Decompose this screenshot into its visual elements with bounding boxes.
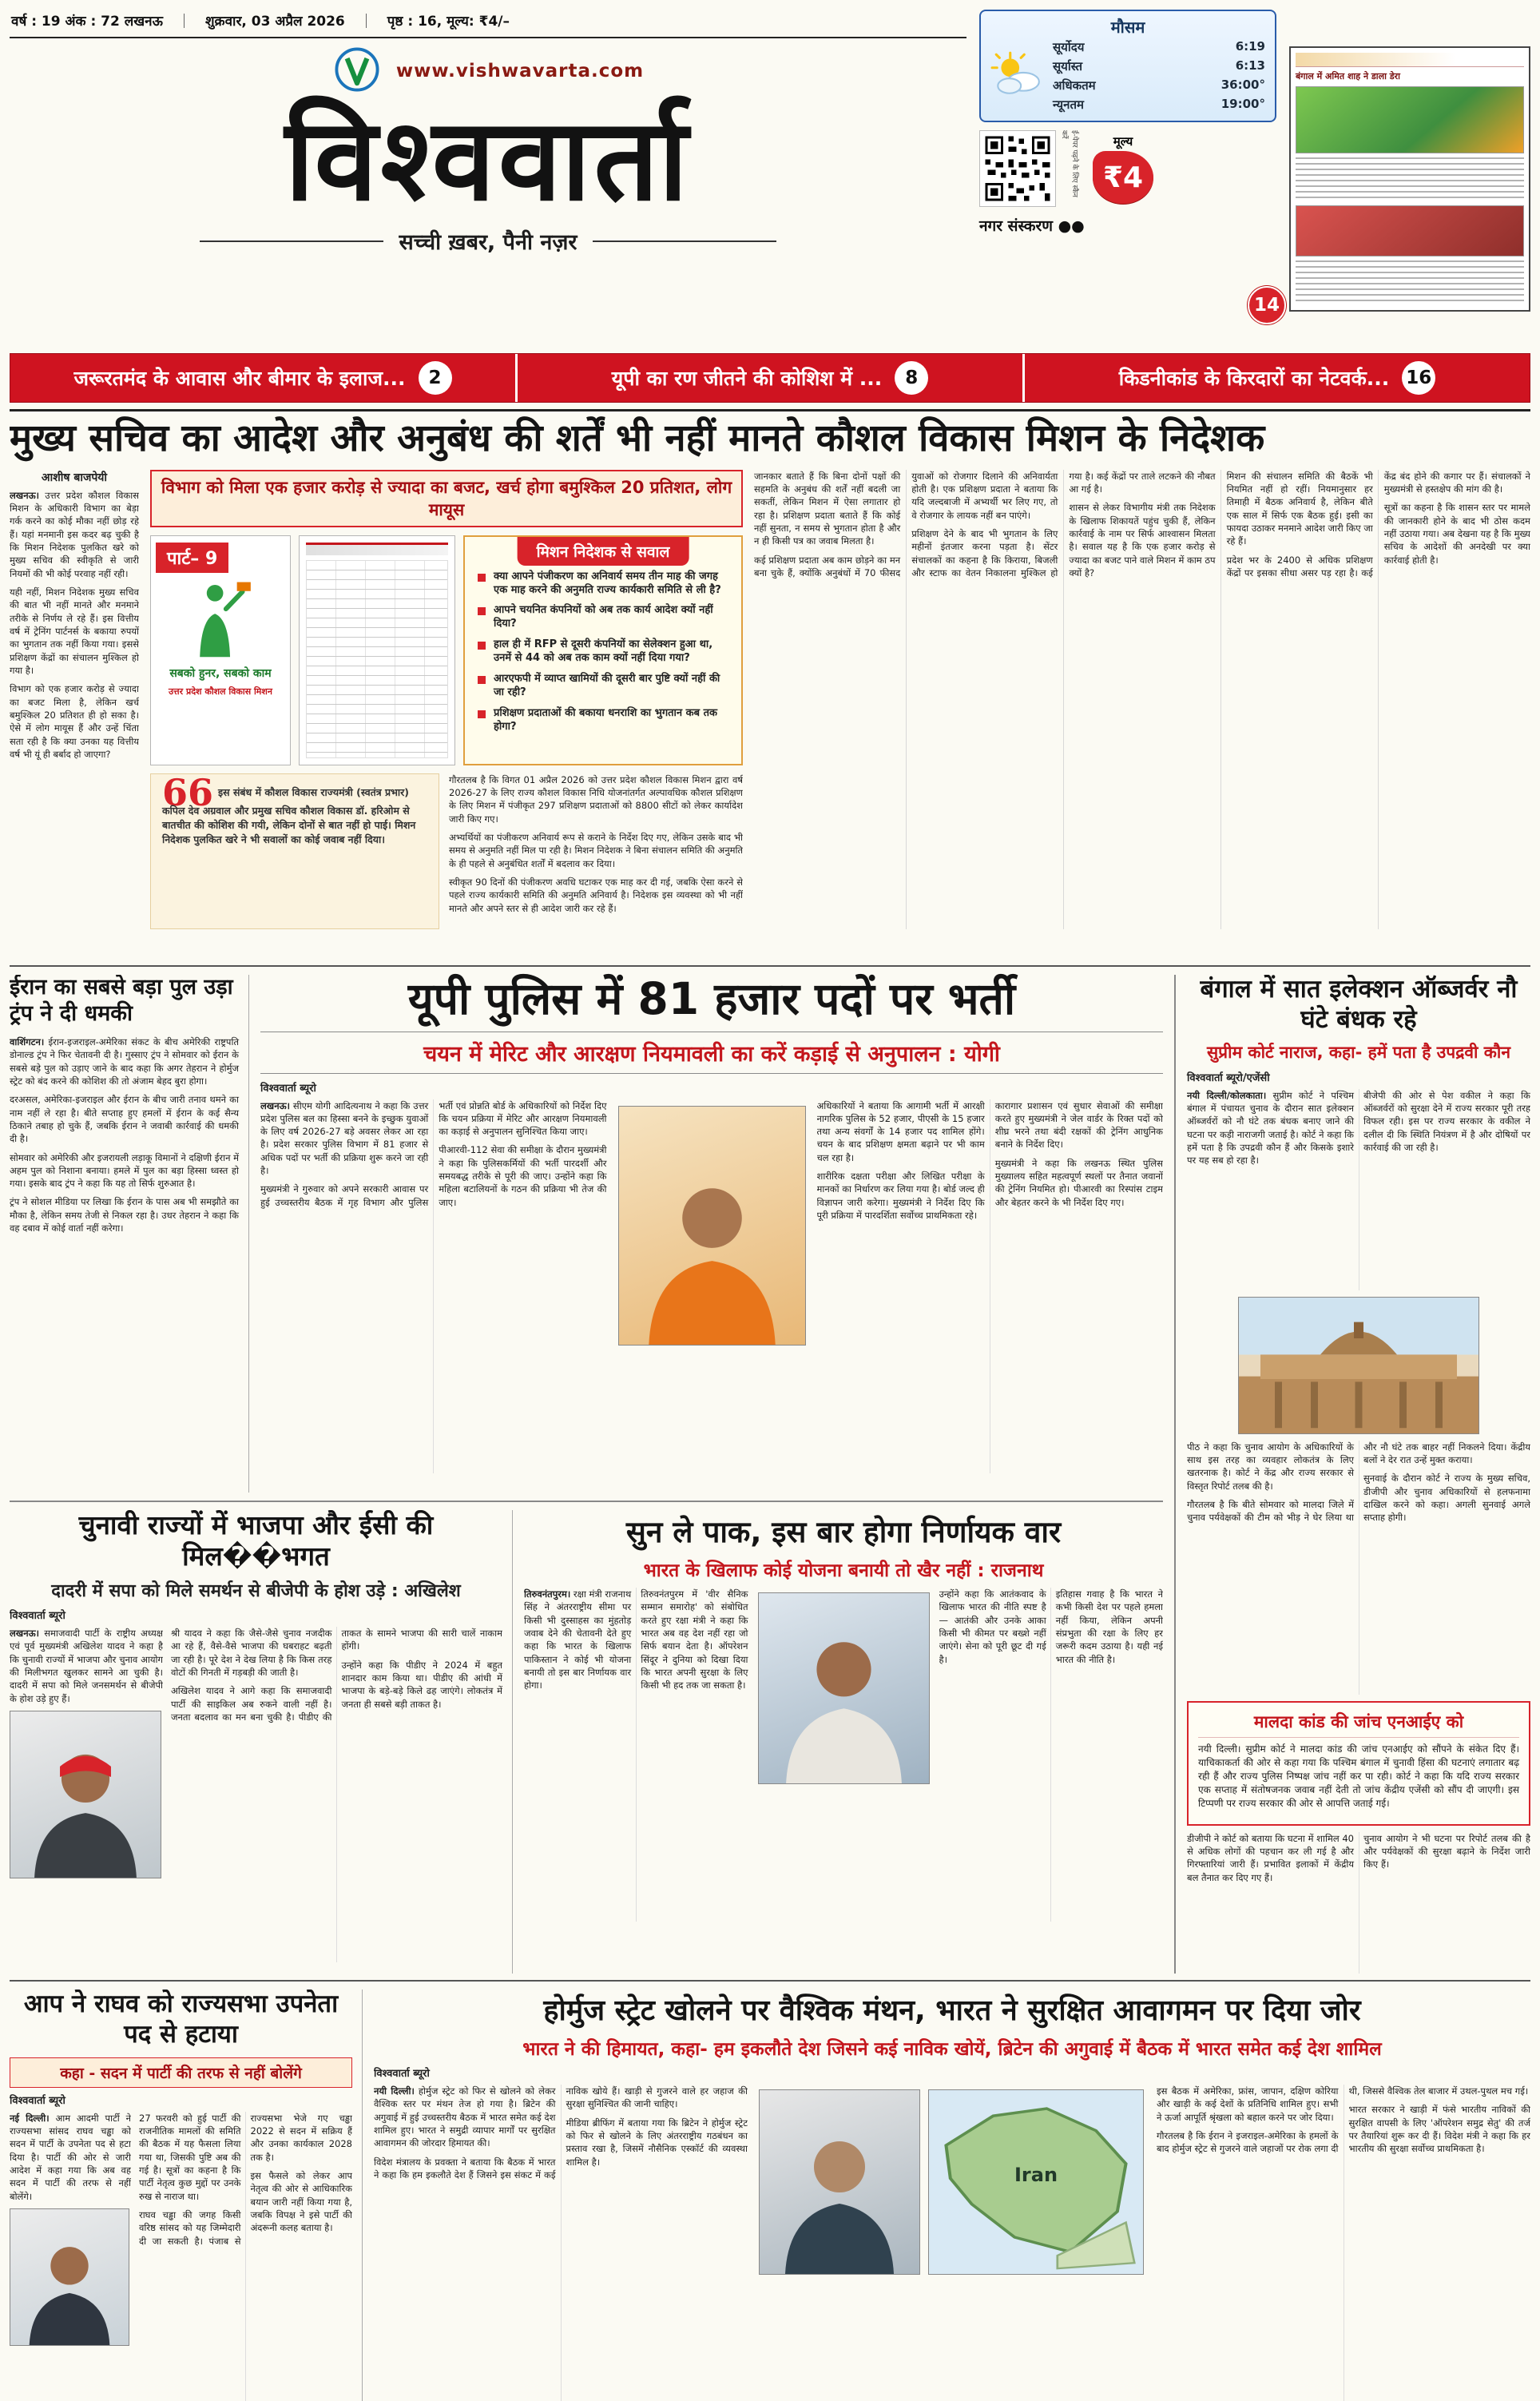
table-header-graphic (306, 543, 448, 555)
body-paragraph: प्रदेश भर के 2400 से अधिक प्रशिक्षण केंद्रों पर इसका सीधा असर पड़ रहा है। कई केंद्र बंद होने की कगार पर हैं। संचालकों ने मुख्यमंत्री से हस्तक्षेप की मांग की है। (1226, 470, 1530, 578)
preview-headline: बंगाल में अमित शाह ने डाला डेरा (1296, 71, 1400, 81)
body-paragraph: विभाग को एक हजार करोड़ से ज्यादा का बजट मिला है, लेकिन खर्च बमुश्किल 20 प्रतिशत ही हो सका है। ऐसे में लोग मायूस हैं और उन्हें चिंता सता रही है कि क्या उनका यह वित्तीय वर्ष भी यूं ही बर्बाद हो जाएगा? (10, 683, 139, 760)
teaser-item (518, 354, 1025, 402)
divider (200, 240, 383, 242)
body-paragraph: अभ्यर्थियों का पंजीकरण अनिवार्य रूप से कराने के निर्देश दिए गए, लेकिन उसके बाद भी समय से अनुमति नहीं मिल पा रही है। मिशन निदेशक ने बिना संचालन समिति की अनुमति के ही पहले से अनुबंधित शर्तों में बदलाव कर दिया। (449, 831, 743, 869)
mid-section (10, 965, 1530, 1974)
rajnath-text-columns (939, 1588, 1164, 1922)
edition-date: शुक्रवार, 03 अप्रैल 2026 (204, 14, 345, 30)
body-paragraph: मीडिया ब्रीफिंग में बताया गया कि ब्रिटेन ने होर्मुज स्ट्रेट को फिर से खोलने के लिए अंतरराष्ट्रीय गठबंधन का प्रस्ताव रखा है, जिसमें नौसैनिक एस्कॉर्ट की व्यवस्था शामिल है। (566, 2117, 748, 2168)
question-item: प्रशिक्षण प्रदाताओं की बकाया धनराशि का भुगतान कब तक होगा? (476, 707, 730, 734)
iran-map-image (928, 2089, 1144, 2275)
question-item: आरएफपी में व्याप्त खामियों की दूसरी बार पुष्टि क्यों नहीं की जा रही? (476, 673, 730, 700)
byline: विश्ववार्ता ब्यूरो (260, 1082, 316, 1095)
raghav-chadha-photo (10, 2208, 129, 2346)
paragraph-text: सीएम योगी आदित्यनाथ ने कहा कि उत्तर प्रदेश पुलिस बल का हिस्सा बनने के इच्छुक युवाओं के लिए वर्ष 2026-27 बड़े अवसर लेकर आ रहा है। प्रदेश सरकार पुलिस विभाग में 81 हजार से अधिक पदों पर भर्ती की प्रक्रिया शुरू करने जा रही है। (260, 1099, 429, 1177)
byline: विश्ववार्ता ब्यूरो/एजेंसी (1187, 1071, 1270, 1084)
sun-cloud-icon (990, 51, 1043, 101)
weather-title: मौसम (1110, 18, 1145, 37)
weather-box (979, 10, 1276, 122)
weather-row (1053, 57, 1265, 76)
divider (184, 14, 185, 28)
questions-box (463, 535, 743, 765)
body-paragraph: स्वीकृत 90 दिनों की पंजीकरण अवधि घटाकर एक माह कर दी गई, जबकि ऐसा करने से पहले राज्य कार्यकारी समिति की अनुमति अनिवार्य है। निदेशक इस व्यवस्था को भी नहीं मानते और अपने स्तर से ही आदेश जारी कर रहे हैं। (449, 876, 743, 914)
iran-headline: ईरान का सबसे बड़ा पुल उड़ा ट्रंप ने दी धमकी (10, 975, 233, 1026)
qr-price-row (979, 130, 1276, 207)
body-paragraph: शारीरिक दक्षता परीक्षा और लिखित परीक्षा के मानकों का निर्धारण कर लिया गया है। बोर्ड जल्द ही विज्ञापन जारी करेगा। मुख्यमंत्री ने निर्देश दिए कि पूरी प्रक्रिया में पारदर्शिता सर्वोच्च प्राथमिकता रहे। (816, 1171, 985, 1222)
teaser-item (10, 354, 518, 402)
body-paragraph (524, 1588, 631, 1692)
weather-value: 6:13 (1235, 58, 1265, 73)
qr-caption: ई-पेपर पढ़ने के लिए स्कैन करें (1060, 130, 1078, 197)
body-paragraph: पीआरवी-112 सेवा की समीक्षा के दौरान मुख्यमंत्री ने कहा कि पुलिसकर्मियों की भर्ती पारदर्शी और समयबद्ध तरीके से पूरी की जाए। उन्होंने कहा कि महिला बटालियनों के गठन की प्रक्रिया भी तेज की जाए। (439, 1144, 607, 1208)
body-paragraph: इस बैठक में अमेरिका, फ्रांस, जापान, दक्षिण कोरिया और खाड़ी के कई देशों के प्रतिनिधि शामिल हुए। सभी ने ऊर्जा आपूर्ति श्रृंखला को बहाल करने पर जोर दिया। (1157, 2085, 1339, 2123)
raghav-headline: आप ने राघव को राज्यसभा उपनेता पद से हटाया (23, 1990, 339, 2049)
dateline: नयी दिल्ली। (374, 2085, 415, 2097)
paragraph-text: आम आदमी पार्टी ने राज्यसभा सांसद राघव चड्ढा को सदन में पार्टी के उपनेता पद से हटा दिया है। पार्टी की ओर से जारी आदेश में कहा गया कि अब वह सदन में पार्टी की तरफ से नहीं बोलेंगे। (10, 2112, 131, 2202)
dateline: लखनऊ। (10, 489, 39, 501)
iran-bridge-story (10, 975, 249, 1493)
paragraph-text: उत्तर प्रदेश कौशल विकास मिशन के अधिकारी विभाग का बेड़ा गर्क करने का कोई मौका नहीं छोड़ रहे हैं। यहां मनमानी इस कदर बढ़ चुकी है कि मिशन निदेशक पुलकित खरे को मुख्य सचिव की स्वीकृति से जारी नियमों की भी कोई परवाह नहीं रही। (10, 489, 139, 579)
newspaper-title: विश्ववार्ता (284, 94, 692, 226)
weather-label: अधिकतम (1053, 78, 1096, 93)
rajnath-text-columns (524, 1588, 748, 1922)
divider (593, 240, 776, 242)
bengal-observers-story (1174, 975, 1530, 1974)
price-value: ₹4 (1093, 151, 1153, 204)
body-paragraph: विदेश मंत्रालय के प्रवक्ता ने बताया कि बैठक में भारत ने कहा कि हम इकलौते देश हैं जिसने इस संकट में कई नाविक खोये हैं। खाड़ी से गुजरने वाले हर जहाज की सुरक्षा सुनिश्चित की जानी चाहिए। (374, 2085, 748, 2180)
body-paragraph: सुनवाई के दौरान कोर्ट ने राज्य के मुख्य सचिव, डीजीपी और चुनाव अधिकारियों से हलफनामा दाखिल करने को कहा। अगली सुनवाई अगले सप्ताह होगी। (1363, 1473, 1530, 1524)
byline: विश्ववार्ता ब्यूरो (374, 2068, 430, 2080)
mission-name: उत्तर प्रदेश कौशल विकास मिशन (169, 686, 272, 697)
body-paragraph: शासन से लेकर विभागीय मंत्री तक निदेशक के खिलाफ शिकायतें पहुंच चुकी हैं, लेकिन कार्रवाई के नाम पर सिर्फ आश्वासन मिलता है। सवाल यह है कि एक हजार करोड़ से ज्यादा का बजट पाने वाले मिशन में काम ठप क्यों है? (1069, 502, 1216, 578)
newspaper-logo-area (10, 38, 966, 256)
masthead (10, 6, 1530, 348)
teaser-page-number: 2 (419, 361, 452, 395)
skill-mission-mascot-icon (186, 578, 255, 661)
bottom-section (10, 1980, 1530, 2401)
akhilesh-left-column (10, 1627, 163, 1962)
paragraph-text: ईरान-इजराइल-अमेरिका संकट के बीच अमेरिकी राष्ट्रपति डोनाल्ड ट्रंप ने फिर चेतावनी दी है। गुस्साए ट्रंप ने सोमवार को ईरान के सबसे बड़े पुल को उड़ाए जाने के बाद कहा कि अगर तेहरान ने होर्मुज स्ट्रेट को बंद करने की कोशिश की तो अंजाम बेहद बुरा होगा। (10, 1036, 240, 1087)
body-paragraph: ट्रंप ने सोशल मीडिया पर लिखा कि ईरान के पास अब भी समझौते का मौका है, लेकिन समय तेजी से निकल रहा है। उधर तेहरान ने कहा कि वह दबाव में कोई वार्ता नहीं करेगा। (10, 1196, 239, 1234)
weather-label: सूर्योदय (1053, 40, 1085, 54)
hormuz-text-columns (374, 2085, 748, 2401)
body-paragraph: अखिलेश यादव ने आगे कहा कि समाजवादी पार्टी की साइकिल अब रुकने वाली नहीं है। जनता बदलाव का मन बना चुकी है। पीडीए की ताकत के सामने भाजपा की सारी चालें नाकाम होंगी। (171, 1627, 502, 1723)
body-paragraph (10, 1036, 239, 1087)
dateline: लखनऊ। (260, 1099, 290, 1111)
questions-box-title: मिशन निदेशक से सवाल (518, 537, 689, 566)
bengal-text-columns (1187, 1089, 1530, 1290)
teaser-item (1025, 354, 1530, 402)
raghav-chadha-story (10, 1990, 363, 2401)
inside-page-thumbnail (1289, 46, 1530, 312)
paragraph-text: सुप्रीम कोर्ट ने पश्चिम बंगाल में पंचायत चुनाव के दौरान सात इलेक्शन ऑब्जर्वरों को नौ घंटे तक बंधक बनाए जाने की घटना पर कड़ी नाराजगी जताई है। कोर्ट ने कहा कि हमें पता है कि उपद्रवी कौन हैं और किसके इशारे पर यह सब हो रहा है। (1187, 1089, 1354, 1167)
body-paragraph: दरअसल, अमेरिका-इजराइल और ईरान के बीच जारी तनाव थमने का नाम नहीं ले रहा है। बीते सप्ताह हुए हमलों में ईरान के कई सैन्य ठिकाने तबाह हो चुके हैं, जबकि ईरान ने जवाबी कार्रवाई की धमकी दी है। (10, 1094, 239, 1145)
weather-row (1053, 95, 1265, 114)
raghav-text-columns (139, 2112, 352, 2401)
preview-text-lines (1296, 157, 1524, 202)
lead-headline: मुख्य सचिव का आदेश और अनुबंध की शर्तें भी नहीं मानते कौशल विकास मिशन के निदेशक (10, 416, 1265, 460)
table-rows-graphic (306, 560, 448, 758)
body-paragraph: प्रशिक्षण देने के बाद भी भुगतान के लिए महीनों इंतजार करना पड़ता है। सेंटर संचालकों का कहना है कि किराया, बिजली और स्टाफ का वेतन निकालना मुश्किल हो गया है। कई केंद्रों पर ताले लटकने की नौबत आ गई है। (911, 470, 1216, 578)
body-paragraph (10, 2112, 131, 2203)
part-label: पार्ट– 9 (156, 543, 228, 573)
body-paragraph: यही नहीं, मिशन निदेशक मुख्य सचिव की बात भी नहीं मानते और मनमाने तरीके से निर्णय ले रहे हैं। इस वित्तीय वर्ष में ट्रेनिंग पार्टनर्स के बकाया रुपयों का भुगतान तक नहीं किया गया। इससे प्रशिक्षण केंद्रों का संचालन मुश्किल हो गया है। (10, 586, 139, 676)
akhilesh-text-columns (171, 1627, 502, 1962)
body-paragraph: सोमवार को अमेरिकी और इजरायली लड़ाकू विमानों ने दक्षिणी ईरान में अहम पुल को निशाना बनाया। हमले में पुल का बड़ा हिस्सा ध्वस्त हो गया। इसके बाद ट्रंप ने कहा कि यह तो सिर्फ शुरुआत है। (10, 1151, 239, 1190)
part9-graphic (150, 535, 291, 765)
edition-volume-issue: वर्ष : 19 अंक : 72 लखनऊ (11, 14, 163, 30)
body-paragraph: मिशन की संचालन समिति की बैठकें भी नियमित नहीं हो रहीं। नियमानुसार हर तिमाही में बैठक अनिवार्य है, लेकिन बीते एक साल में सिर्फ एक बैठक हुई। इसी का फायदा उठाकर मनमाने आदेश जारी किए जा रहे हैं। (1226, 470, 1373, 547)
front-page-teasers (10, 353, 1530, 403)
edition-pages-price: पृष्ठ : 16, मूल्य: ₹4/– (387, 14, 510, 30)
masthead-left (10, 6, 966, 348)
byline: विश्ववार्ता ब्यूरो (10, 1609, 65, 1622)
hormuz-strait-story (374, 1990, 1530, 2401)
mission-slogan: सबको हुनर, सबको काम (169, 666, 272, 680)
dateline: तिरुवनंतपुरम। (524, 1588, 571, 1600)
rajnath-singh-photo (758, 1592, 930, 1784)
edition-info-bar (10, 6, 966, 38)
dateline: वाशिंगटन। (10, 1036, 45, 1047)
akhilesh-subheadline: दादरी में सपा को मिले समर्थन से बीजेपी के होश उड़े : अखिलेश (51, 1580, 461, 1601)
edition-name: नगर संस्करण ●● (979, 217, 1085, 235)
yogi-adityanath-photo (618, 1106, 806, 1346)
byline: विश्ववार्ता ब्यूरो (10, 2094, 65, 2107)
raghav-left-column (10, 2112, 131, 2401)
dateline: लखनऊ। (10, 1627, 39, 1639)
police-headline: यूपी पुलिस में 81 हजार पदों पर भर्ती (407, 973, 1016, 1024)
lead-middle-column (150, 470, 743, 929)
rajnath-headline: सुन ले पाक, इस बार होगा निर्णायक वार (625, 1515, 1062, 1549)
body-paragraph: तिरुवनंतपुरम में 'वीर सैनिक सम्मान समारोह' को संबोधित करते हुए रक्षा मंत्री ने कहा कि भारत अब वह देश नहीं रहा जो सिर्फ बयान देता है। ऑपरेशन सिंदूर ने दुनिया को दिखा दिया कि भारत अपनी सुरक्षा के लिए किसी भी हद तक जा सकता है। (641, 1588, 748, 1691)
official-speaker-photo (759, 2089, 920, 2275)
malda-box-title: मालदा कांड की जांच एनआईए को (1198, 1711, 1519, 1738)
divider (366, 14, 367, 28)
paragraph-text: समाजवादी पार्टी के राष्ट्रीय अध्यक्ष एवं पूर्व मुख्यमंत्री अखिलेश यादव ने कहा है कि चुनावी राज्यों में भाजपा और चुनाव आयोग की मिलीभगत खुलकर सामने आ चुकी है। दादरी में सपा को मिले जनसमर्थन से बीजेपी के होश उड़े हुए हैं। (10, 1627, 163, 1704)
body-paragraph: गौरतलब है कि बीते सोमवार को मालदा जिले में चुनाव पर्यवेक्षकों की टीम को भीड़ ने घेर लिया था और नौ घंटे तक बाहर नहीं निकलने दिया। केंद्रीय बलों ने देर रात उन्हें मुक्त कराया। (1187, 1441, 1530, 1524)
supreme-court-photo (1238, 1297, 1479, 1434)
body-paragraph: गौरतलब है कि ईरान ने इजराइल-अमेरिका के हमलों के बाद होर्मुज स्ट्रेट से गुजरने वाले जहाजों पर रोक लगा दी थी, जिससे वैश्विक तेल बाजार में उथल-पुथल मच गई। (1157, 2085, 1529, 2155)
rajnath-subheadline: भारत के खिलाफ कोई योजना बनायी तो खैर नहीं : राजनाथ (643, 1560, 1044, 1581)
akhilesh-headline: चुनावी राज्यों में भाजपा और ईसी की मिल��भगत (78, 1510, 434, 1572)
body-paragraph (10, 489, 139, 580)
lead-subheadline: विभाग को मिला एक हजार करोड़ से ज्यादा का बजट, खर्च होगा बमुश्किल 20 प्रतिशत, लोग मायूस (150, 470, 743, 527)
quote-box (150, 773, 439, 929)
question-item: क्या आपने पंजीकरण का अनिवार्य समय तीन माह की जगह एक माह करने की अनुमति राज्य कार्यकारी समिति से ली है? (476, 570, 730, 598)
body-paragraph: चुनाव आयोग ने भी घटना पर रिपोर्ट तलब की है और पर्यवेक्षकों की सुरक्षा बढ़ाने के निर्देश जारी किए हैं। (1363, 1832, 1530, 1870)
body-paragraph (260, 1099, 428, 1178)
masthead-middle (979, 6, 1276, 348)
body-paragraph: उन्होंने कहा कि पीडीए ने 2024 में बहुत शानदार काम किया था। पीडीए की आंधी में भाजपा के बड़े-बड़े किले ढह जाएंगे। लोकतंत्र में जनता ही सबसे बड़ी ताकत है। (341, 1659, 502, 1710)
tagline-row (10, 226, 966, 256)
dateline: नयी दिल्ली/कोलकाता। (1187, 1089, 1267, 1101)
preview-masthead (1296, 53, 1524, 67)
body-paragraph: बीजेपी की ओर से पेश वकील ने कहा कि ऑब्जर्वरों को सुरक्षा देने में राज्य सरकार पूरी तरह विफल रही। इस पर राज्य सरकार के वकील ने दलील दी कि स्थिति नियंत्रण में है और दोषियों पर कार्रवाई की जा रही है। (1363, 1089, 1530, 1153)
bengal-headline: बंगाल में सात इलेक्शन ऑब्जर्वर नौ घंटे बंधक रहे (1200, 975, 1518, 1034)
lead-right-columns (754, 470, 1530, 929)
teaser-text: किडनीकांड के किरदारों का नेटवर्क... (1118, 367, 1390, 390)
questions-list (476, 570, 730, 734)
weather-value: 6:19 (1235, 39, 1265, 54)
body-paragraph: श्री यादव ने कहा कि जैसे-जैसे चुनाव नजदीक आ रहे हैं, वैसे-वैसे भाजपा की घबराहट बढ़ती जा रही है। पूरे देश ने देख लिया है कि किस तरह वोटों की गिनती में गड़बड़ी की जाती है। (171, 1627, 332, 1678)
body-paragraph: सूत्रों का कहना है कि शासन स्तर पर मामले की जानकारी होने के बाद भी ठोस कदम नहीं उठाया गया। अब देखना यह है कि मुख्य सचिव के आदेशों की अनदेखी पर क्या कार्रवाई होती है। (1383, 502, 1530, 566)
body-paragraph: 27 फरवरी को हुई पार्टी की राजनीतिक मामलों की समिति की बैठक में यह फैसला लिया गया था, जिसकी पुष्टि अब की गई है। सूत्रों का कहना है कि पार्टी नेतृत्व कुछ मुद्दों पर उनके रुख से नाराज था। (139, 2112, 241, 2202)
raghav-subheadline: कहा - सदन में पार्टी की तरफ से नहीं बोलेंगे (10, 2057, 352, 2088)
weather-row (1053, 76, 1265, 95)
body-paragraph (1187, 1089, 1354, 1167)
weather-row (1053, 38, 1265, 57)
police-subheadline: चयन में मेरिट और आरक्षण नियमावली का करें कड़ाई से अनुपालन : योगी (260, 1032, 1163, 1074)
brand-v-emblem-icon (332, 45, 382, 97)
body-paragraph: गौरतलब है कि विगत 01 अप्रैल 2026 को उत्तर प्रदेश कौशल विकास मिशन द्वारा वर्ष 2026-27 के लिए राज्य कौशल विकास निधि योजनांतर्गत अल्पावधिक कौशल प्रशिक्षण के लिए मिशन में पंजीकृत 297 प्रशिक्षण प्रदाताओं को 8800 सीटों को लेकर कार्यादेश जारी किए गए। (449, 773, 743, 825)
body-paragraph: कई प्रशिक्षण प्रदाता अब काम छोड़ने का मन बना चुके हैं, क्योंकि अनुबंधों में 70 फीसद युवाओं को रोजगार दिलाने की अनिवार्यता होती है। एक प्रशिक्षण प्रदाता ने बताया कि यदि जल्दबाजी में अभ्यर्थी भर लिए गए, तो वे रोजगार के लायक नहीं बन पाएंगे। (754, 470, 1058, 578)
body-paragraph: जानकार बताते हैं कि बिना दोनों पक्षों की सहमति के अनुबंध की शर्तें नहीं बदली जा सकतीं, लेकिन मिशन में ऐसा लगातार हो रहा है। प्रशिक्षण प्रदाता बताते हैं कि कोई नहीं सुनता, न समय से भुगतान होता है और न ही किसी पत्र का जवाब मिलता है। (754, 470, 901, 547)
preview-page-number-badge: 14 (1248, 286, 1286, 324)
body-paragraph: उन्होंने कहा कि आतंकवाद के खिलाफ भारत की नीति स्पष्ट है— आतंकी और उनके आका किसी भी कीमत पर बख्शे नहीं जाएंगे। सेना को पूरी छूट दी गई है। (939, 1588, 1046, 1665)
teaser-page-number: 8 (895, 361, 928, 395)
question-item: हाल ही में RFP से दूसरी कंपनियों का सेलेक्शन हुआ था, उनमें से 44 को अब तक काम क्यों नहीं दिया गया? (476, 638, 730, 666)
paragraph-text: होर्मुज स्ट्रेट को फिर से खोलने को लेकर वैश्विक स्तर पर मंथन तेज हो गया है। ब्रिटेन की अगुवाई में हुई उच्चस्तरीय बैठक में भारत समेत कई देश शामिल हुए। भारत ने समुद्री व्यापार मार्गों पर सुरक्षित आवागमन की जोरदार हिमायत की। (374, 2085, 556, 2149)
lead-story (10, 409, 1530, 959)
price-label: मूल्य (1113, 134, 1133, 149)
preview-photo (1296, 205, 1524, 256)
question-item: आपने चयनित कंपनियों को अब तक कार्य आदेश क्यों नहीं दिया? (476, 604, 730, 631)
teaser-text: जरूरतमंद के आवास और बीमार के इलाज... (73, 367, 406, 390)
body-paragraph (374, 2085, 556, 2150)
weather-value: 36:00° (1220, 78, 1265, 92)
teaser-text: यूपी का रण जीतने की कोशिश में ... (611, 367, 883, 390)
malda-nia-box (1187, 1701, 1530, 1826)
body-paragraph: मुख्यमंत्री ने कहा कि लखनऊ स्थित पुलिस मुख्यालय सहित महत्वपूर्ण स्थलों पर तैनात जवानों की ट्रेनिंग नियमित हो। पीआरवी का रिस्पांस टाइम और बेहतर करने के भी निर्देश दिए गए। (994, 1157, 1163, 1208)
hormuz-text-columns (1157, 2085, 1530, 2401)
bengal-text-columns (1187, 1832, 1530, 1974)
hormuz-subheadline: भारत ने की हिमायत, कहा- हम इकलौते देश जिसने कई नाविक खोयें, ब्रिटेन की अगुवाई में बैठक में भारत समेत कई देश शामिल (522, 2039, 1382, 2060)
body-paragraph: नयी दिल्ली। सुप्रीम कोर्ट ने मालदा कांड की जांच एनआईए को सौंपने के संकेत दिए हैं। याचिकाकर्ता की ओर से कहा गया कि पश्चिम बंगाल में चुनावी हिंसा की घटनाएं लगातार बढ़ रही हैं और राज्य पुलिस निष्पक्ष जांच नहीं कर पा रही। कोर्ट ने कहा कि यदि राज्य सरकार एक सप्ताह में संतोषजनक जवाब नहीं देती तो जांच केंद्रीय एजेंसी को सौंप दी जाएगी। इस टिप्पणी पर राज्य सरकार की ओर से आपत्ति जताई गई। (1198, 1743, 1519, 1809)
weather-label: सूर्यास्त (1053, 59, 1083, 74)
body-paragraph: राघव चड्ढा की जगह किसी वरिष्ठ सांसद को यह जिम्मेदारी दी जा सकती है। पंजाब से राज्यसभा भेजे गए चड्ढा 2022 से सदन में सक्रिय हैं और उनका कार्यकाल 2028 तक है। (139, 2112, 352, 2247)
weather-value: 19:00° (1220, 97, 1265, 111)
body-paragraph: इतिहास गवाह है कि भारत ने कभी किसी देश पर पहले हमला नहीं किया, लेकिन अपनी संप्रभुता की रक्षा के लिए हर जरूरी कदम उठाया है। यही नई भारत की नीति है। (1055, 1588, 1163, 1665)
bengal-text-columns (1187, 1441, 1530, 1695)
lead-mid-text (449, 773, 743, 929)
page14-preview (1253, 6, 1530, 348)
body-paragraph: अधिकारियों ने बताया कि आगामी भर्ती में आरक्षी नागरिक पुलिस के 52 हजार, पीएसी के 15 हजार तथा अन्य संवर्गों के 14 हजार पद शामिल होंगे। चयन के बाद प्रशिक्षण क्षमता बढ़ाने पर भी काम चल रहा है। (816, 1099, 985, 1163)
price-badge (1093, 133, 1153, 204)
epaper-qr-code (979, 130, 1056, 207)
police-text-columns (817, 1099, 1164, 1473)
work-order-table-graphic (299, 535, 455, 765)
akhilesh-yadav-photo (10, 1711, 161, 1878)
tagline: सच्ची ख़बर, पैनी नज़र (399, 230, 578, 256)
lead-left-column (10, 470, 139, 929)
quote-text: इस संबंध में कौशल विकास राज्यमंत्री (स्वतंत्र प्रभार) कपिल देव अग्रवाल और प्रमुख सचिव कौशल विकास डॉ. हरिओम से बातचीत की कोशिश की गयी, लेकिन दोनों से बात नहीं हो पाई। मिशन निदेशक पुलकित खरे ने भी सवालों का कोई जवाब नहीं दिया। (162, 785, 416, 846)
preview-text-lines (1296, 260, 1524, 305)
bengal-subheadline: सुप्रीम कोर्ट नाराज, कहा- हमें पता है उपद्रवी कौन (1206, 1042, 1511, 1062)
paragraph-text: रक्षा मंत्री राजनाथ सिंह ने अंतरराष्ट्रीय सीमा पर किसी भी दुस्साहस का मुंहतोड़ जवाब देने की चेतावनी देते हुए कहा कि भारत के खिलाफ पाकिस्तान ने कोई भी योजना बनायी तो इस बार निर्णायक वार होगा। (524, 1588, 632, 1691)
weather-label: न्यूनतम (1053, 97, 1084, 112)
body-paragraph: मुख्यमंत्री ने गुरुवार को अपने सरकारी आवास पर हुई उच्चस्तरीय बैठक में गृह विभाग और पुलिस भर्ती एवं प्रोन्नति बोर्ड के अधिकारियों को निर्देश दिए कि चयन प्रक्रिया में मेरिट और आरक्षण नियमावली का कड़ाई से अनुपालन सुनिश्चित किया जाए। (260, 1099, 607, 1208)
dateline: नई दिल्ली। (10, 2112, 50, 2124)
akhilesh-story (10, 1510, 513, 1974)
body-paragraph: डीजीपी ने कोर्ट को बताया कि घटना में शामिल 40 से अधिक लोगों की पहचान कर ली गई है और गिरफ्तारियां जारी हैं। प्रभावित इलाकों में केंद्रीय बल तैनात कर दिए गए हैं। (1187, 1832, 1354, 1883)
teaser-page-number: 16 (1402, 361, 1435, 395)
website-url: www.vishwavarta.com (395, 61, 645, 81)
byline: आशीष बाजपेयी (41, 471, 108, 484)
police-text-columns (260, 1099, 607, 1473)
body-paragraph: कारागार प्रशासन एवं सुधार सेवाओं की समीक्षा करते हुए मुख्यमंत्री ने जेल वार्डर के रिक्त पदों को शीघ्र भरने तथा बंदी रक्षकों की ट्रेनिंग आधुनिक बनाने के निर्देश दिए। (994, 1099, 1163, 1151)
body-paragraph: इस फैसले को लेकर आप नेतृत्व की ओर से आधिकारिक बयान जारी नहीं किया गया है, जबकि विपक्ष ने इसे पार्टी की अंदरूनी कलह बताया है। (250, 2169, 352, 2234)
hormuz-photos (759, 2085, 1145, 2401)
up-police-recruitment-story (260, 975, 1163, 1493)
body-paragraph: पीठ ने कहा कि चुनाव आयोग के अधिकारियों के साथ इस तरह का व्यवहार लोकतंत्र के लिए खतरनाक है। कोर्ट ने केंद्र और राज्य सरकार से विस्तृत रिपोर्ट तलब की है। (1187, 1441, 1354, 1492)
quote-mark: 66 (162, 773, 214, 814)
map-country-label: Iran (1014, 2163, 1058, 2186)
preview-photo (1296, 86, 1524, 153)
weather-rows (1053, 38, 1265, 114)
body-paragraph (10, 1627, 163, 1705)
hormuz-headline: होर्मुज स्ट्रेट खोलने पर वैश्विक मंथन, भारत ने सुरक्षित आवागमन पर दिया जोर (543, 1994, 1361, 2027)
body-paragraph: भारत सरकार ने खाड़ी में फंसे भारतीय नाविकों की सुरक्षित वापसी के लिए 'ऑपरेशन समुद्र सेतु' की तर्ज पर तैयारियां शुरू कर दी हैं। विदेश मंत्री ने कहा कि हर भारतीय की सुरक्षा सर्वोच्च प्राथमिकता है। (1348, 2104, 1530, 2155)
rajnath-story (524, 1510, 1163, 1974)
